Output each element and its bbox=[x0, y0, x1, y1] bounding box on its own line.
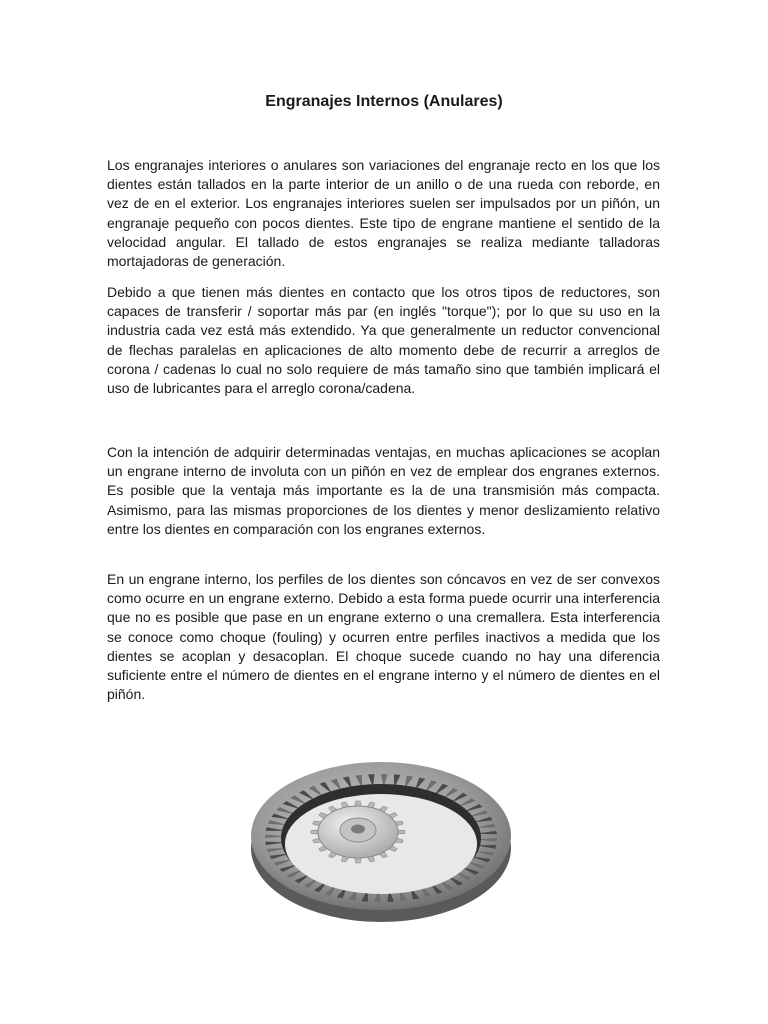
pinion-bore bbox=[351, 825, 365, 834]
internal-gear-figure bbox=[240, 740, 522, 930]
internal-gear-illustration-icon bbox=[240, 740, 522, 930]
pinion-tooth bbox=[398, 830, 405, 834]
paragraph-4: En un engrane interno, los perfiles de los dientes son cóncavos en vez de ser convexos como ocurre en un engrane externo. Debido a esta forma puede ocurrir una interferencia que no es posible que pase en un engrane externo o una cremallera. Esta interferencia se conoce como choque (fouling) y ocurren entre perfiles inactivos a medida que los dientes se acoplan y desacoplan. El choque sucede cuando no hay una diferencia suficiente entre el número de dientes en el engrane interno y el número de dientes en el piñón. bbox=[107, 571, 660, 703]
pinion-tooth bbox=[311, 830, 318, 834]
page-title: Engranajes Internos (Anulares) bbox=[265, 93, 503, 110]
paragraph-1: Los engranajes interiores o anulares son variaciones del engranaje recto en los que los dientes están tallados en la parte interior de un anillo o de una rueda con reborde, en vez de en el exterior. Los engranajes interiores suelen ser impulsados por un piñón, un engranaje pequeño con pocos dientes. Este tipo de engrane mantiene el sentido de la velocidad angular. El tallado de estos engranajes se realiza mediante talladoras mortajadoras de generación. bbox=[107, 157, 660, 270]
paragraph-2: Debido a que tienen más dientes en contacto que los otros tipos de reductores, son capaces de transferir / soportar más par (en inglés "torque"); por lo que su uso en la industria cada vez está más extendido. Ya que generalmente un reductor convencional de flechas paralelas en aplicaciones de alto momento debe de recurrir a arreglos de corona / cadenas lo cual no solo requiere de más tamaño sino que también implicará el uso de lubricantes para el arreglo corona/cadena. bbox=[107, 284, 660, 397]
paragraph-3: Con la intención de adquirir determinadas ventajas, en muchas aplicaciones se acoplan un engrane interno de involuta con un piñón en vez de emplear dos engranes externos. Es posible que la ventaja más importante es la de una transmisión más compacta. Asimismo, para las mismas proporciones de los dientes y menor deslizamiento relativo entre los dientes en comparación con los engranes externos. bbox=[107, 444, 660, 537]
pinion-tooth bbox=[355, 801, 361, 806]
pinion-tooth bbox=[355, 858, 361, 863]
